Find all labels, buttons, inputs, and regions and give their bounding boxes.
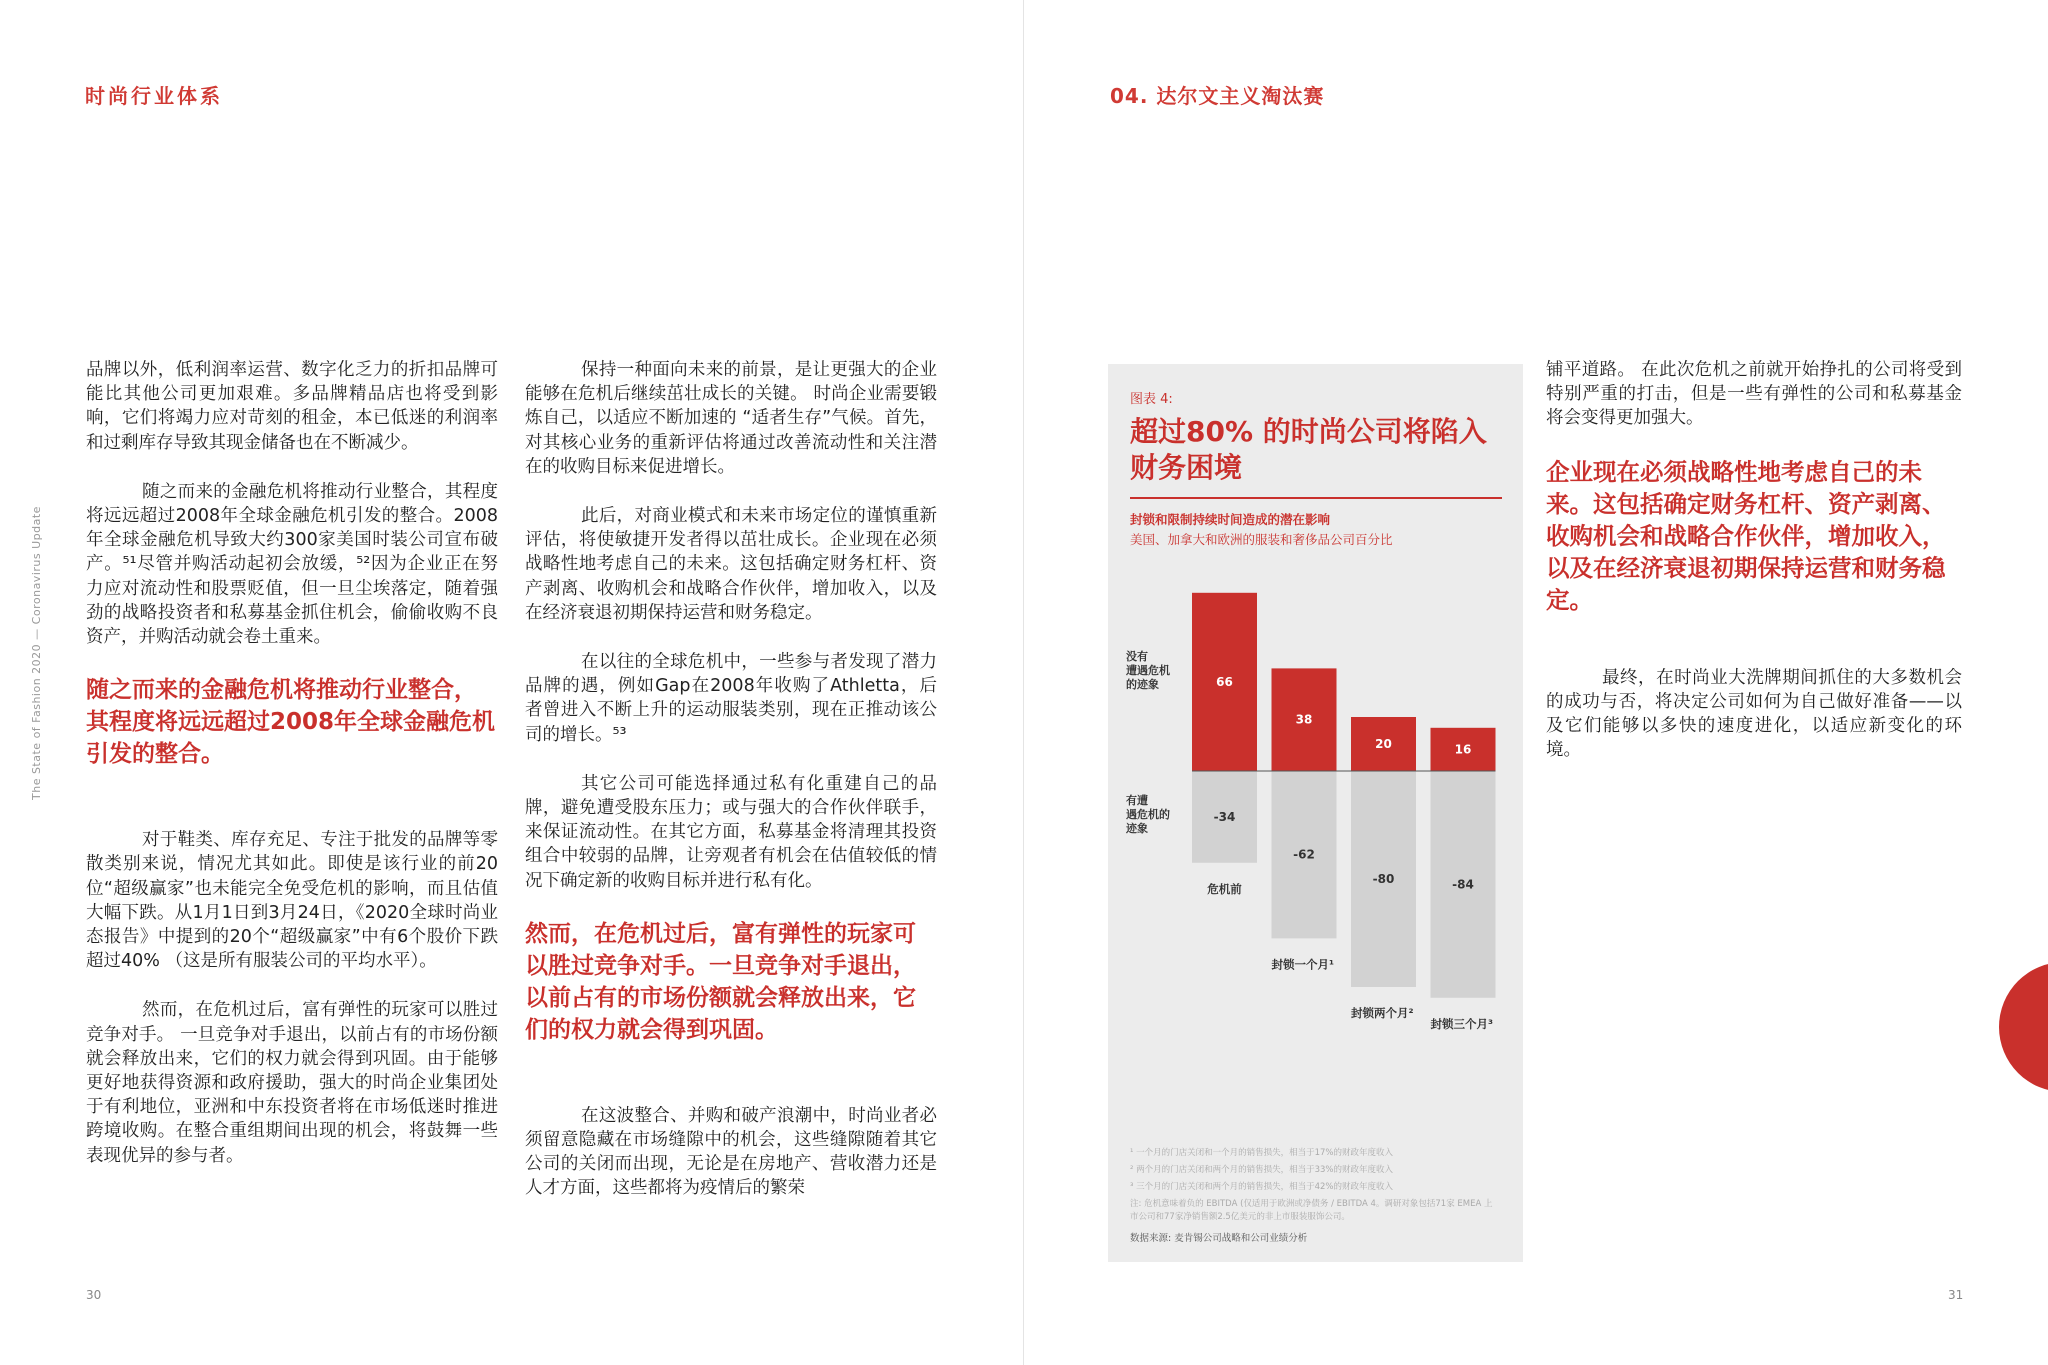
category-label: 封锁一个月¹ (1271, 957, 1335, 972)
left-column-1 (86, 358, 498, 1193)
right-column (1546, 358, 1962, 787)
paragraph: 对于鞋类、库存充足、专注于批发的品牌等零散类别来说，情况尤其如此。即使是该行业的前20位“超级赢家”也未能完全免受危机的影响，而且估值大幅下跌。从1月1日到3月24日，《2020全球时尚业态报告》中提到的20个“超级赢家”中有6个股价下跌超过40% （这是所有服装公司的平均水平）。 (86, 830, 498, 972)
data-label-positive: 20 (1375, 737, 1392, 751)
row-label: 有遭 (1126, 794, 1148, 807)
data-label-positive: 16 (1454, 742, 1472, 757)
category-label: 封锁两个月² (1351, 1006, 1414, 1020)
paragraph: 此后，对商业模式和未来市场定位的谨慎重新评估，将使敏捷开发者得以茁壮成长。企业现在必须战略性地考虑自己的未来。这包括确定财务杠杆、资产剥离、收购机会和战略合作伙伴，增加收入，以及在经济衰退初期保持运营和财务稳定。 (525, 506, 937, 623)
paragraph: 随之而来的金融危机将推动行业整合，其程度将远远超过2008年全球金融危机引发的整合。2008年全球金融危机导致大约300家美国时装公司宣布破产。⁵¹尽管并购活动起初会放缓，⁵²因为企业正在努力应对流动性和股票贬值，但一旦尘埃落定，随着强劲的战略投资者和私募基金抓住机会，偷偷收购不良资产，并购活动就会卷土重来。 (86, 481, 498, 648)
row-label: 遭遇危机 (1126, 664, 1170, 677)
footnote: ¹ 一个月的门店关闭和一个月的销售损失，相当于17%的财政年度收入 (1130, 1148, 1394, 1158)
side-running-label: The State of Fashion 2020 — Coronavirus Update (30, 506, 43, 800)
row-label: 遇危机的 (1126, 808, 1170, 821)
paragraph: 品牌以外，低利润率运营、数字化乏力的折扣品牌可能比其他公司更加艰难。多品牌精品店也将受到影响，它们将竭力应对苛刻的租金，本已低迷的利润率和过剩库存导致其现金储备也在不断减少。 (86, 360, 498, 453)
footnote: ³ 三个月的门店关闭和两个月的销售损失，相当于42%的财政年度收入 (1130, 1182, 1394, 1192)
chart-title: 超过80% 的时尚公司将陷入财务困境 (1130, 415, 1487, 484)
data-label-positive: 66 (1216, 674, 1233, 689)
chart-panel (1108, 364, 1523, 1262)
category-label: 危机前 (1207, 881, 1242, 896)
chart-subtitle-2: 美国、加拿大和欧洲的服装和奢侈品公司百分比 (1130, 532, 1393, 547)
pull-quote: 随之而来的金融危机将推动行业整合，其程度将远远超过2008年全球金融危机引发的整合。 (86, 677, 496, 768)
page-number: 31 (1948, 1288, 1964, 1302)
page-number: 30 (86, 1288, 102, 1302)
chart-source: 数据来源: 麦肯锡公司战略和公司业绩分析 (1130, 1233, 1308, 1244)
paragraph: 在以往的全球危机中，一些参与者发现了潜力品牌的遇，例如Gap在2008年收购了Athletta，后者曾进入不断上升的运动服装类别，现在正推动该公司的增长。⁵³ (525, 652, 937, 745)
paragraph: 保持一种面向未来的前景，是让更强大的企业能够在危机后继续茁壮成长的关键。 时尚企业需要锻炼自己，以适应不断加速的 “适者生存”气候。首先，对其核心业务的重新评估将通过改善流动性和关注潜在的收购目标来促进增长。 (525, 360, 937, 477)
row-label: 没有 (1126, 650, 1148, 663)
data-label-negative: -80 (1372, 872, 1395, 886)
data-label-negative: -34 (1213, 809, 1236, 824)
data-label-negative: -84 (1452, 877, 1474, 892)
chart-kicker: 图表 4: (1130, 392, 1173, 407)
left-page (0, 0, 1023, 1365)
bar-chart (1108, 364, 1523, 1262)
section-header: 时尚行业体系 (85, 84, 223, 108)
paragraph: 最终，在时尚业大洗牌期间抓住的大多数机会的成功与否，将决定公司如何为自己做好准备——以及它们能够以多快的速度进化，以适应新变化的环境。 (1546, 667, 1962, 761)
left-column-2 (525, 358, 937, 1226)
data-label-positive: 38 (1295, 712, 1313, 727)
pull-quote: 然而，在危机过后，富有弹性的玩家可以胜过竞争对手。一旦竞争对手退出，以前占有的市场份额就会释放出来，它们的权力就会得到巩固。 (525, 920, 916, 1043)
data-label-negative: -62 (1293, 847, 1315, 862)
section-header: 04. 达尔文主义淘汰赛 (1110, 84, 1325, 108)
row-label: 迹象 (1126, 822, 1148, 835)
footnote: ² 两个月的门店关闭和两个月的销售损失，相当于33%的财政年度收入 (1130, 1165, 1394, 1175)
row-label: 的迹象 (1126, 678, 1159, 691)
chart-subtitle: 封锁和限制持续时间造成的潜在影响 (1130, 512, 1331, 527)
pull-quote: 企业现在必须战略性地考虑自己的未来。这包括确定财务杠杆、资产剥离、收购机会和战略合作伙伴，增加收入，以及在经济衰退初期保持运营和财务稳定。 (1546, 457, 1946, 614)
category-label: 封锁三个月³ (1430, 1016, 1494, 1031)
footnote: 注: 危机意味着负的 EBITDA (仅适用于欧洲或净债务 / EBITDA 4。调研对象包括71家 EMEA 上市公司和77家净销售额2.5亿美元的非上市服装服饰公司。 (1130, 1199, 1493, 1222)
paragraph: 在这波整合、并购和破产浪潮中，时尚业者必须留意隐藏在市场缝隙中的机会，这些缝隙随着其它公司的关闭而出现，无论是在房地产、营收潜力还是人才方面，这些都将为疫情后的繁荣 (525, 1105, 937, 1199)
paragraph: 然而，在危机过后，富有弹性的玩家可以胜过竞争对手。 一旦竞争对手退出，以前占有的市场份额就会释放出来，它们的权力就会得到巩固。由于能够更好地获得资源和政府援助，强大的时尚企业集团处于有利地位，亚洲和中东投资者将在市场低迷时推进跨境收购。在整合重组期间出现的机会，将鼓舞一些表现优异的参与者。 (86, 1000, 498, 1166)
paragraph: 其它公司可能选择通过私有化重建自己的品牌，避免遭受股东压力；或与强大的合作伙伴联手，来保证流动性。在其它方面，私募基金将清理其投资组合中较弱的品牌，让旁观者有机会在估值较低的情况下确定新的收购目标并进行私有化。 (525, 773, 937, 891)
paragraph: 铺平道路。 在此次危机之前就开始挣扎的公司将受到特别严重的打击，但是一些有弹性的公司和私募基金将会变得更加强大。 (1546, 360, 1962, 429)
